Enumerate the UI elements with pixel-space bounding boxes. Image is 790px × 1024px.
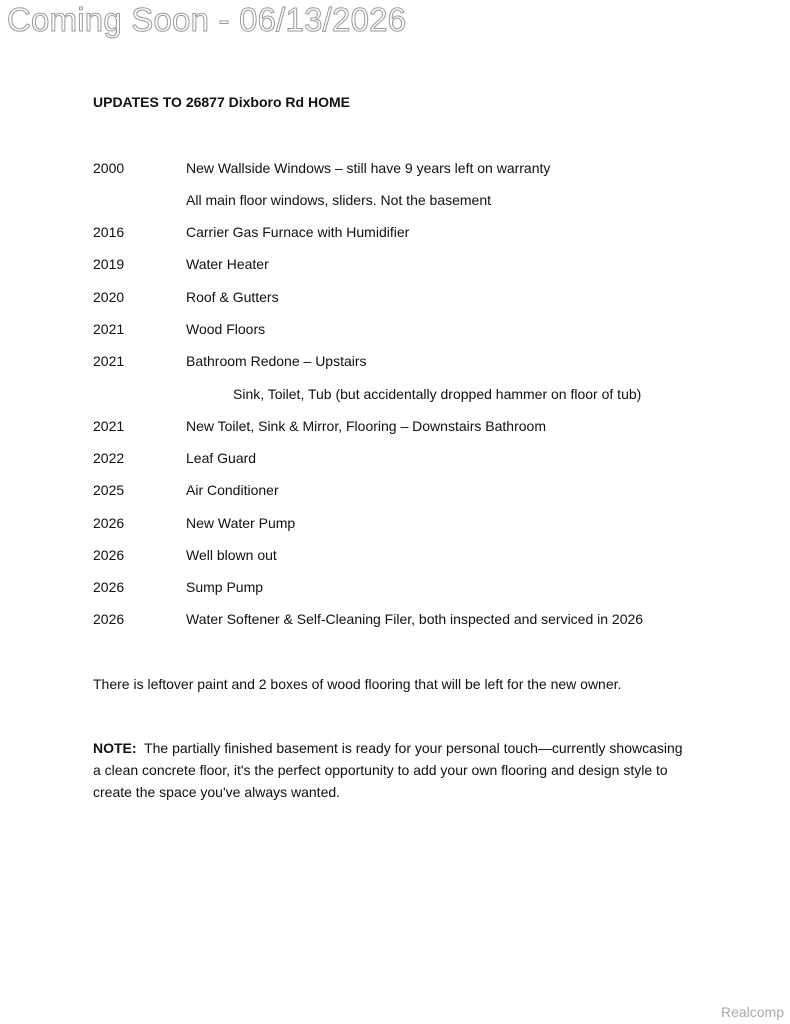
realcomp-logo: Realcomp <box>720 1004 784 1020</box>
update-description: New Wallside Windows – still have 9 years left on warranty <box>186 160 551 176</box>
update-description: Air Conditioner <box>186 482 279 498</box>
update-year: 2026 <box>93 611 125 627</box>
update-year: 2000 <box>93 160 125 176</box>
note-text: The partially finished basement is ready for your personal touch—currently showcasing a clean concrete floor, it's the perfect opportunity to add your own flooring and design style to create the space you've always wanted. <box>93 740 683 800</box>
update-year: 2021 <box>93 418 125 434</box>
update-year: 2026 <box>93 579 125 595</box>
update-year: 2022 <box>93 450 125 466</box>
note-label: NOTE: <box>93 740 137 756</box>
update-description: Bathroom Redone – Upstairs <box>186 353 367 369</box>
update-year: 2016 <box>93 224 125 240</box>
update-description: Water Heater <box>186 256 269 272</box>
update-year: 2020 <box>93 289 125 305</box>
update-description: Roof & Gutters <box>186 289 279 305</box>
update-description: New Water Pump <box>186 515 296 531</box>
update-description: Carrier Gas Furnace with Humidifier <box>186 224 410 240</box>
update-description: All main floor windows, sliders. Not the basement <box>186 192 492 208</box>
update-year: 2021 <box>93 321 125 337</box>
leftover-note: There is leftover paint and 2 boxes of wood flooring that will be left for the new owner. <box>93 676 622 692</box>
update-description: Sump Pump <box>186 579 264 595</box>
coming-soon-watermark: Coming Soon - 06/13/2026 <box>7 1 407 38</box>
update-description: Leaf Guard <box>186 450 257 466</box>
update-year: 2025 <box>93 482 125 498</box>
document-title: UPDATES TO 26877 Dixboro Rd HOME <box>93 94 350 110</box>
update-year: 2019 <box>93 256 125 272</box>
update-description: Well blown out <box>186 547 277 563</box>
update-description: Water Softener & Self-Cleaning Filer, both inspected and serviced in 2026 <box>186 611 644 627</box>
update-year: 2021 <box>93 353 125 369</box>
basement-note <box>93 737 693 803</box>
update-year: 2026 <box>93 547 125 563</box>
update-description: Wood Floors <box>186 321 266 337</box>
update-description: New Toilet, Sink & Mirror, Flooring – Downstairs Bathroom <box>186 418 546 434</box>
update-description: Sink, Toilet, Tub (but accidentally dropped hammer on floor of tub) <box>233 386 642 402</box>
update-year: 2026 <box>93 515 125 531</box>
